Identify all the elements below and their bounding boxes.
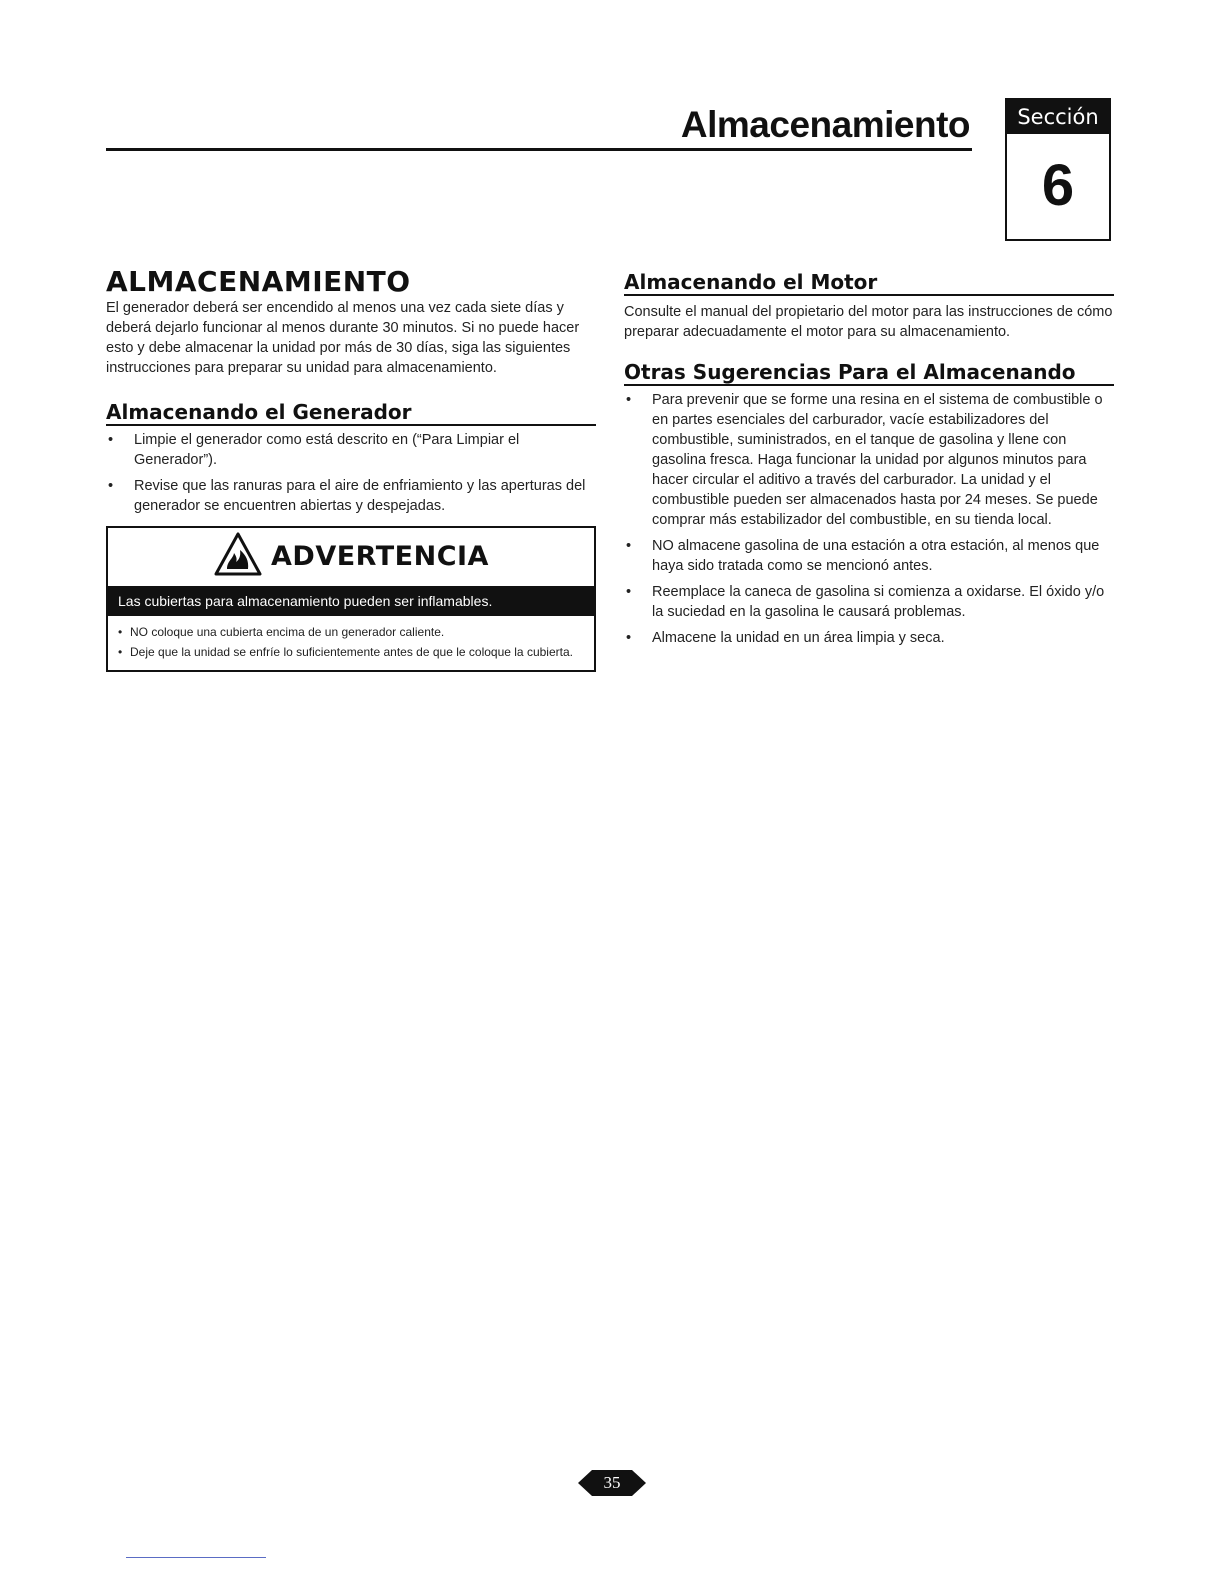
generator-list: [106, 430, 596, 516]
tips-heading: Otras Sugerencias Para el Almacenando: [624, 362, 1114, 386]
warning-header: [108, 528, 594, 586]
tips-list: [624, 390, 1114, 648]
section-tab: [1005, 98, 1111, 241]
motor-heading: Almacenando el Motor: [624, 272, 1114, 296]
left-column: [106, 265, 596, 672]
page-number: 35: [603, 1473, 621, 1492]
main-heading: ALMACENAMIENTO: [106, 265, 411, 298]
section-label: Sección: [1007, 100, 1109, 134]
fire-hazard-warning-icon: [213, 531, 263, 583]
footer-rule: [126, 1557, 266, 1558]
warning-title: ADVERTENCIA: [271, 541, 489, 572]
list-item: • Almacene la unidad en un área limpia y seca.: [624, 628, 1114, 648]
list-item: • Deje que la unidad se enfríe lo suficientemente antes de que le coloque la cubierta.: [118, 644, 584, 661]
page-title: Almacenamiento: [680, 104, 970, 145]
list-item: • NO coloque una cubierta encima de un generador caliente.: [118, 624, 584, 641]
header-rule: [106, 148, 972, 151]
intro-paragraph: El generador deberá ser encendido al menos una vez cada siete días y deberá dejarlo funcionar al menos durante 30 minutos. Si no puede hacer esto y debe almacenar la unidad por más de 30 días, siga las siguientes instrucciones para preparar su unidad para almacenamiento.: [106, 300, 580, 376]
list-item: • Revise que las ranuras para el aire de enfriamiento y las aperturas del generador se encuentren abiertas y despejadas.: [106, 476, 596, 516]
generator-heading: Almacenando el Generador: [106, 402, 596, 426]
section-number: 6: [1041, 153, 1075, 218]
warning-box: [106, 526, 596, 672]
list-item: • NO almacene gasolina de una estación a otra estación, al menos que haya sido tratada como se mencionó antes.: [624, 536, 1114, 576]
list-item: • Para prevenir que se forme una resina en el sistema de combustible o en partes esenciales del carburador, vacíe estabilizadores del combustible, suministrados, en el tanque de gasolina y llene con gasolina fresca. Haga funcionar la unidad por algunos minutos para hacer circular el aditivo a través del carburador. La unidad y el combustible pueden ser almacenados hasta por 24 meses. Se puede comprar más estabilizador del combustible, en su tienda local.: [624, 390, 1114, 530]
right-column: [624, 272, 1114, 654]
list-item: • Limpie el generador como está descrito en (“Para Limpiar el Generador”).: [106, 430, 596, 470]
motor-paragraph: Consulte el manual del propietario del motor para las instrucciones de cómo preparar adecuadamente el motor para su almacenamiento.: [624, 304, 1113, 340]
warning-list: [108, 616, 594, 670]
warning-message: Las cubiertas para almacenamiento pueden ser inflamables.: [108, 586, 594, 616]
list-item: • Reemplace la caneca de gasolina si comienza a oxidarse. El óxido y/o la suciedad en la gasolina le causará problemas.: [624, 582, 1114, 622]
